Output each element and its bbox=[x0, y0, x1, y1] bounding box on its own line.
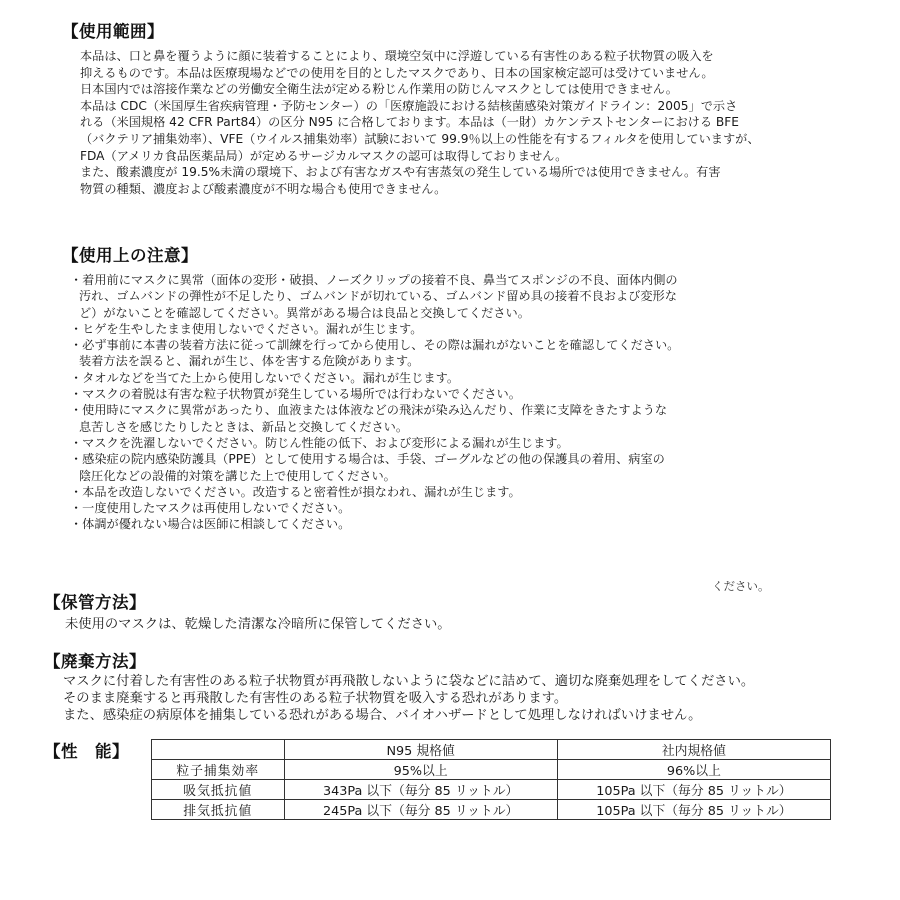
note-line: ・ヒゲを生やしたまま使用しないでください。漏れが生じます。 bbox=[70, 321, 423, 336]
storage-heading: 【保管方法】 bbox=[44, 593, 146, 612]
note-line: 陰圧化などの設備的対策を講じた上で使用してください。 bbox=[79, 468, 396, 483]
performance-heading: 【性 能】 bbox=[44, 742, 129, 761]
table-header-row bbox=[152, 740, 831, 760]
table-header-cell: N95 規格値 bbox=[284, 740, 557, 760]
table-cell: 排気抵抗値 bbox=[152, 800, 285, 820]
table-cell: 105Pa 以下（毎分 85 リットル） bbox=[557, 800, 830, 820]
table-cell: 吸気抵抗値 bbox=[152, 780, 285, 800]
note-line: ど）がないことを確認してください。異常がある場合は良品と交換してください。 bbox=[79, 305, 530, 320]
usage-notes-heading: 【使用上の注意】 bbox=[62, 246, 198, 265]
table-cell: 343Pa 以下（毎分 85 リットル） bbox=[284, 780, 557, 800]
note-line: ・感染症の院内感染防護具（PPE）として使用する場合は、手袋、ゴーグルなどの他の保護具の着用、病室の bbox=[70, 452, 665, 467]
scope-line: 本品は CDC（米国厚生省疾病管理・予防センター）の「医療施設における結核菌感染対策ガイドライン：2005」で示さ bbox=[80, 98, 738, 113]
performance-table bbox=[151, 739, 831, 820]
note-line: 装着方法を誤ると、漏れが生じ、体を害する危険があります。 bbox=[79, 354, 420, 369]
note-line: ・使用時にマスクに異常があったり、血液または体液などの飛沫が染み込んだり、作業に支障をきたすような bbox=[70, 403, 668, 418]
stray-text: ください。 bbox=[712, 579, 770, 593]
disposal-line: そのまま廃棄すると再飛散した有害性のある粒子状物質を吸入する恐れがあります。 bbox=[63, 691, 568, 706]
storage-text: 未使用のマスクは、乾燥した清潔な冷暗所に保管してください。 bbox=[65, 617, 451, 632]
note-line: ・着用前にマスクに異常（面体の変形・破損、ノーズクリップの接着不良、鼻当てスポンジの不良、面体内側の bbox=[70, 273, 678, 287]
table-cell: 105Pa 以下（毎分 85 リットル） bbox=[557, 780, 830, 800]
note-line: ・必ず事前に本書の装着方法に従って訓練を行ってから使用し、その際は漏れがないことを確認してください。 bbox=[70, 338, 680, 353]
disposal-heading: 【廃棄方法】 bbox=[44, 652, 146, 671]
note-line: ・タオルなどを当てた上から使用しないでください。漏れが生じます。 bbox=[70, 370, 460, 385]
scope-line: 抑えるものです。本品は医療現場などでの使用を目的としたマスクであり、日本の国家検定認可は受けていません。 bbox=[80, 65, 714, 80]
note-line: ・本品を改造しないでください。改造すると密着性が損なわれ、漏れが生じます。 bbox=[70, 484, 521, 499]
table-row bbox=[152, 800, 831, 820]
table-cell: 粒子捕集効率 bbox=[152, 760, 285, 780]
note-line: ・一度使用したマスクは再使用しないでください。 bbox=[70, 501, 351, 516]
scope-line: 物質の種類、濃度および酸素濃度が不明な場合も使用できません。 bbox=[80, 181, 447, 196]
table-row bbox=[152, 780, 831, 800]
table-header-cell bbox=[152, 740, 285, 760]
note-line: 息苦しさを感じたりしたときは、新品と交換してください。 bbox=[79, 419, 409, 434]
note-line: ・体調が優れない場合は医師に相談してください。 bbox=[70, 517, 351, 532]
disposal-line: また、感染症の病原体を捕集している恐れがある場合、バイオハザードとして処理しなければいけません。 bbox=[63, 708, 702, 723]
disposal-text bbox=[63, 673, 754, 724]
table-header-cell: 社内規格値 bbox=[557, 740, 830, 760]
note-line: ・マスクの着脱は有害な粒子状物質が発生している場所では行わないでください。 bbox=[70, 387, 521, 402]
table-cell: 96%以上 bbox=[557, 760, 830, 780]
table-cell: 95%以上 bbox=[284, 760, 557, 780]
usage-notes-list bbox=[70, 272, 679, 533]
scope-line: 本品は、口と鼻を覆うように顔に装着することにより、環境空気中に浮遊している有害性のある粒子状物質の吸入を bbox=[80, 49, 714, 63]
scope-line: また、酸素濃度が 19.5%未満の環境下、および有害なガスや有害蒸気の発生している場所では使用できません。有害 bbox=[80, 165, 721, 180]
usage-scope-text bbox=[80, 48, 760, 197]
note-line: ・マスクを洗濯しないでください。防じん性能の低下、および変形による漏れが生じます。 bbox=[70, 435, 569, 450]
table-row bbox=[152, 760, 831, 780]
scope-line: 日本国内では溶接作業などの労働安全衛生法が定める粉じん作業用の防じんマスクとしては使用できません。 bbox=[80, 82, 678, 97]
scope-line: （バクテリア捕集効率）、VFE（ウイルス捕集効率）試験において 99.9％以上の性能を有するフィルタを使用していますが、 bbox=[80, 131, 760, 146]
scope-line: FDA（アメリカ食品医薬品局）が定めるサージカルマスクの認可は取得しておりません。 bbox=[80, 148, 568, 163]
scope-line: れる（米国規格 42 CFR Part84）の区分 N95 に合格しております。本品は（一財）カケンテストセンターにおける BFE bbox=[80, 115, 739, 130]
note-line: 汚れ、ゴムバンドの弾性が不足したり、ゴムバンドが切れている、ゴムバンド留め具の接着不良および変形な bbox=[79, 289, 677, 304]
usage-scope-heading: 【使用範囲】 bbox=[62, 22, 164, 41]
disposal-line: マスクに付着した有害性のある粒子状物質が再飛散しないように袋などに詰めて、適切な廃棄処理をしてください。 bbox=[63, 674, 755, 689]
table-cell: 245Pa 以下（毎分 85 リットル） bbox=[284, 800, 557, 820]
